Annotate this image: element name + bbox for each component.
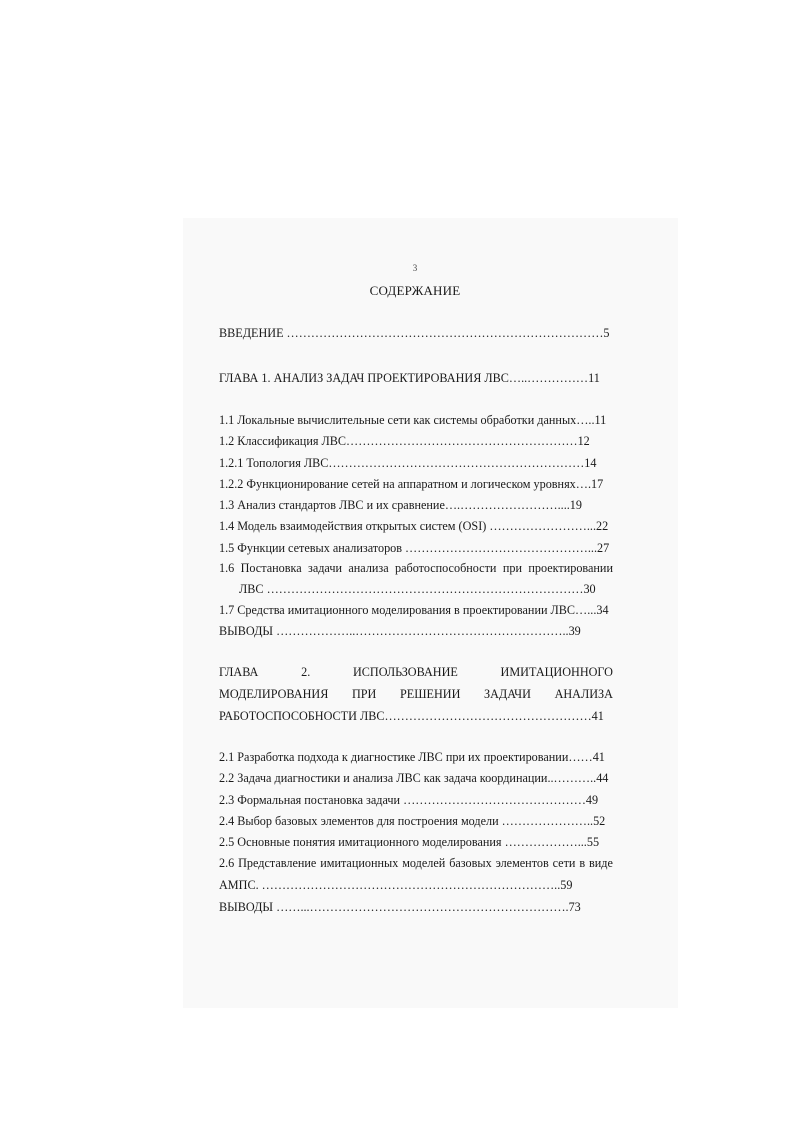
toc-word: проектировании [528,561,613,575]
toc-word: элементов [495,856,549,870]
toc-word: Представление [238,856,317,870]
toc-item-1-6 [219,561,613,575]
toc-item-2-6 [219,856,613,870]
toc-item-2-5: 2.5 Основные понятия имитационного моделирования ………………...55 [219,835,600,849]
toc-item-2-3: 2.3 Формальная постановка задачи ………………………………………49 [219,793,599,807]
toc-item-1-2: 1.2 Классификация ЛВС…………………………………………………12 [219,434,590,448]
toc-word: ИСПОЛЬЗОВАНИЕ [352,665,458,679]
toc-chapter-2-line-2 [219,687,613,701]
toc-word: 1.6 [219,561,235,575]
toc-word: в [579,856,586,870]
toc-item-1-7: 1.7 Средства имитационного моделирования в проектировании ЛВС…...34 [219,603,609,617]
page-title: СОДЕРЖАНИЕ [369,283,461,298]
toc-word: ИМИТАЦИОННОГО [500,665,613,679]
toc-item-2-4: 2.4 Выбор базовых элементов для построения модели …………………..52 [219,814,606,828]
toc-word: ЗАДАЧИ [484,687,531,701]
toc-chapter-1: ГЛАВА 1. АНАЛИЗ ЗАДАЧ ПРОЕКТИРОВАНИЯ ЛВС…..……………11 [219,371,600,385]
toc-word: задачи [308,561,342,575]
toc-word: работоспособности [395,561,497,575]
toc-word: анализа [348,561,389,575]
toc-word: базовых [449,856,492,870]
toc-word: МОДЕЛИРОВАНИЯ [219,687,329,701]
toc-word: сети [552,856,576,870]
toc-item-1-3: 1.3 Анализ стандартов ЛВС и их сравнение….……………………....19 [219,498,582,512]
toc-item-2-2: 2.2 Задача диагностики и анализа ЛВС как задача координации..………..44 [219,771,609,785]
toc-word: 2.6 [219,856,235,870]
toc-item-1-2-2: 1.2.2 Функционирование сетей на аппаратном и логическом уровнях….17 [219,477,604,491]
toc-item-1-6-cont: ЛВС ……………………………………………………………………30 [239,582,596,596]
toc-word: РЕШЕНИИ [400,687,461,701]
toc-word: АНАЛИЗА [554,687,613,701]
toc-word: моделей [402,856,446,870]
toc-intro: ВВЕДЕНИЕ ……………………………………………………………………5 [219,326,610,340]
toc-chapter-2-line-3: РАБОТОСПОСОБНОСТИ ЛВС……………………………………………41 [219,709,604,723]
toc-item-1-1: 1.1 Локальные вычислительные сети как системы обработки данных…..11 [219,413,607,427]
toc-conclusion-1: ВЫВОДЫ ………………..……………………………………………..39 [219,624,581,638]
toc-chapter-2-line-1 [219,665,613,679]
page-number: 3 [412,263,418,273]
toc-word: имитационных [320,856,399,870]
toc-item-2-1: 2.1 Разработка подхода к диагностике ЛВС при их проектировании……41 [219,750,605,764]
toc-word: виде [589,856,613,870]
toc-word: при [502,561,522,575]
toc-word: ПРИ [351,687,377,701]
toc-item-1-5: 1.5 Функции сетевых анализаторов ………………………………………...27 [219,541,610,555]
toc-item-2-6-cont: АМПС. ………………………………………………………………..59 [219,878,573,892]
toc-item-1-2-1: 1.2.1 Топология ЛВС………………………………………………………14 [219,456,597,470]
toc-item-1-4: 1.4 Модель взаимодействия открытых систем (OSI) ……………………...22 [219,519,609,533]
toc-word: 2. [301,665,311,679]
toc-word: ГЛАВА [219,665,259,679]
toc-word: Постановка [240,561,302,575]
toc-conclusion-2: ВЫВОДЫ ……...……………………………………………………….73 [219,900,581,914]
